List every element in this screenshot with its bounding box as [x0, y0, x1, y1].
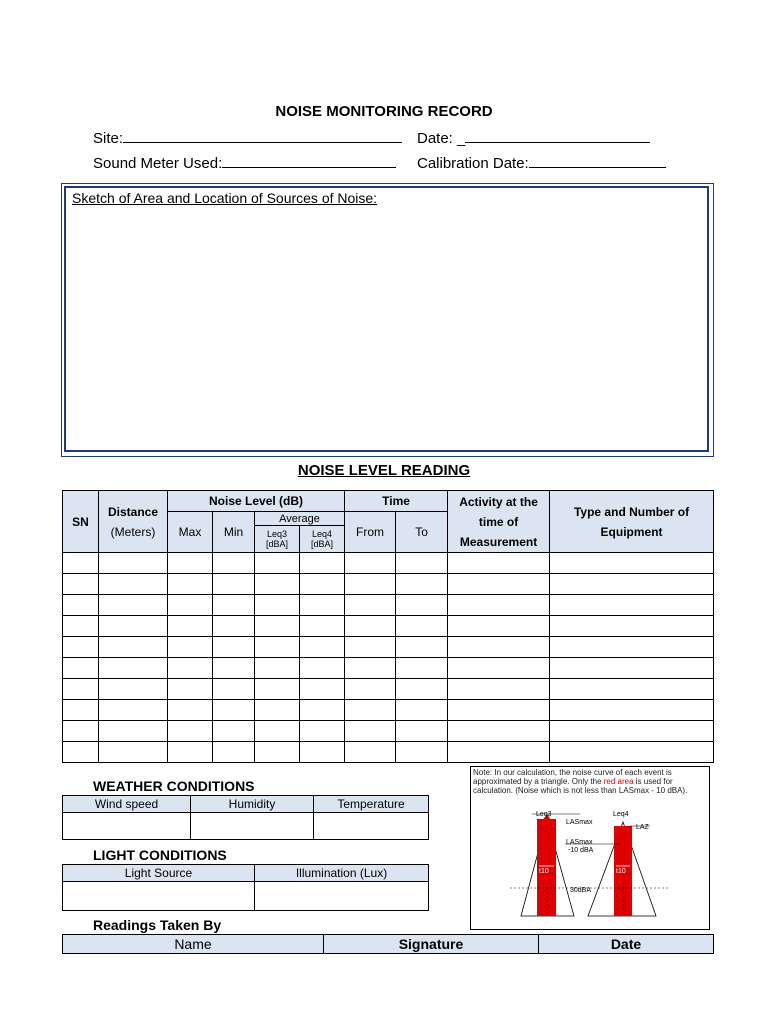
header-distance — [99, 491, 168, 553]
reading-cell[interactable] — [396, 574, 448, 595]
table-row — [63, 553, 714, 574]
reading-cell[interactable] — [168, 574, 213, 595]
header-activity: Activity at the time of Measurement — [448, 491, 550, 553]
reading-cell[interactable] — [168, 637, 213, 658]
reading-cell[interactable] — [345, 721, 396, 742]
table-row — [63, 679, 714, 700]
reading-cell[interactable] — [63, 616, 99, 637]
reading-cell[interactable] — [396, 637, 448, 658]
reading-cell[interactable] — [448, 553, 550, 574]
sound-meter-line — [222, 155, 396, 168]
reading-cell[interactable] — [213, 700, 255, 721]
reading-cell[interactable] — [396, 553, 448, 574]
calibration-date-field[interactable] — [417, 155, 666, 172]
reading-cell[interactable] — [99, 658, 168, 679]
weather-heading: WEATHER CONDITIONS — [93, 778, 255, 794]
reading-cell[interactable] — [550, 658, 714, 679]
light-heading: LIGHT CONDITIONS — [93, 847, 227, 863]
reading-cell[interactable] — [300, 595, 345, 616]
reading-cell[interactable] — [345, 616, 396, 637]
header-equipment: Type and Number of Equipment — [550, 491, 714, 553]
reading-cell[interactable] — [213, 679, 255, 700]
date-label: Date: _ — [417, 130, 466, 147]
reading-cell[interactable] — [168, 553, 213, 574]
reading-cell[interactable] — [168, 616, 213, 637]
reading-cell[interactable] — [448, 721, 550, 742]
reading-cell[interactable] — [255, 742, 300, 763]
date-field[interactable] — [417, 130, 650, 147]
reading-cell[interactable] — [213, 553, 255, 574]
reading-cell[interactable] — [213, 595, 255, 616]
reading-cell[interactable] — [345, 637, 396, 658]
table-row — [63, 721, 714, 742]
table-row — [63, 700, 714, 721]
header-min: Min — [213, 512, 255, 553]
reading-cell[interactable] — [345, 658, 396, 679]
reading-cell[interactable] — [550, 574, 714, 595]
light-source-cell[interactable] — [63, 882, 255, 911]
table-row — [63, 574, 714, 595]
table-row — [63, 742, 714, 763]
readings-heading: Readings Taken By — [93, 917, 222, 933]
reading-cell[interactable] — [550, 616, 714, 637]
reading-cell[interactable] — [448, 595, 550, 616]
reading-cell[interactable] — [63, 595, 99, 616]
reading-cell[interactable] — [550, 679, 714, 700]
reading-cell[interactable] — [300, 700, 345, 721]
reading-cell[interactable] — [168, 721, 213, 742]
reading-cell[interactable] — [255, 658, 300, 679]
reading-cell[interactable] — [300, 742, 345, 763]
reading-cell[interactable] — [255, 574, 300, 595]
reading-cell[interactable] — [63, 658, 99, 679]
header-leq3: Leq3 [dBA] — [255, 526, 300, 553]
readings-table — [62, 934, 714, 954]
reading-cell[interactable] — [99, 574, 168, 595]
reading-cell[interactable] — [213, 637, 255, 658]
reading-cell[interactable] — [448, 742, 550, 763]
label-30dba: 30dBA — [570, 887, 592, 894]
noise-triangle-diagram — [470, 766, 710, 930]
reading-cell[interactable] — [550, 595, 714, 616]
calibration-date-label: Calibration Date: — [417, 155, 529, 172]
reading-cell[interactable] — [168, 679, 213, 700]
site-line — [123, 130, 402, 143]
reading-cell[interactable] — [213, 742, 255, 763]
header-average: Average — [255, 512, 345, 526]
header-max: Max — [168, 512, 213, 553]
reading-cell[interactable] — [448, 637, 550, 658]
sketch-area[interactable] — [64, 186, 709, 452]
reading-cell[interactable] — [550, 553, 714, 574]
reading-cell[interactable] — [99, 595, 168, 616]
sketch-label: Sketch of Area and Location of Sources of Noise: — [72, 190, 378, 206]
reading-cell[interactable] — [300, 574, 345, 595]
header-meters-label: (Meters) — [110, 524, 156, 539]
reading-cell[interactable] — [255, 721, 300, 742]
weather-col-wind: Wind speed — [63, 796, 191, 813]
reading-cell[interactable] — [99, 742, 168, 763]
wind-speed-cell[interactable] — [63, 813, 191, 840]
label-t10-right: t10 — [616, 868, 626, 875]
reading-cell[interactable] — [63, 553, 99, 574]
weather-col-humidity: Humidity — [191, 796, 314, 813]
reading-cell[interactable] — [213, 721, 255, 742]
reading-cell[interactable] — [345, 574, 396, 595]
weather-table — [62, 795, 429, 840]
reading-cell[interactable] — [99, 700, 168, 721]
reading-cell[interactable] — [255, 700, 300, 721]
reading-cell[interactable] — [345, 679, 396, 700]
sound-meter-label: Sound Meter Used: — [93, 155, 223, 172]
date-line — [465, 130, 650, 143]
reading-cell[interactable] — [255, 679, 300, 700]
header-to: To — [396, 512, 448, 553]
reading-cell[interactable] — [63, 574, 99, 595]
header-noise-level: Noise Level (dB) — [168, 491, 345, 512]
weather-col-temperature: Temperature — [314, 796, 429, 813]
reading-cell[interactable] — [396, 700, 448, 721]
reading-cell[interactable] — [168, 700, 213, 721]
header-time: Time — [345, 491, 448, 512]
reading-cell[interactable] — [300, 658, 345, 679]
reading-cell[interactable] — [396, 721, 448, 742]
reading-cell[interactable] — [63, 679, 99, 700]
readings-col-signature[interactable]: Signature — [324, 935, 539, 954]
note-text: Note: In our calculation, the noise curve of each event is approximated by a triangle. Only the red area is used for calculation. (Noise which is not less than LASmax - 10 dBA). — [473, 768, 688, 795]
reading-cell[interactable] — [99, 637, 168, 658]
reading-cell[interactable] — [448, 616, 550, 637]
reading-cell[interactable] — [99, 721, 168, 742]
reading-cell[interactable] — [448, 679, 550, 700]
reading-cell[interactable] — [396, 658, 448, 679]
label-t10-left: t10 — [539, 868, 549, 875]
reading-cell[interactable] — [255, 616, 300, 637]
label-lasmax-1: LASmax — [566, 819, 593, 826]
reading-cell[interactable] — [345, 553, 396, 574]
reading-cell[interactable] — [300, 637, 345, 658]
reading-cell[interactable] — [63, 700, 99, 721]
calibration-date-line — [529, 155, 666, 168]
light-col-source: Light Source — [63, 865, 255, 882]
sound-meter-field[interactable] — [93, 155, 396, 172]
readings-col-date[interactable]: Date — [539, 935, 714, 954]
reading-cell[interactable] — [396, 616, 448, 637]
reading-cell[interactable] — [300, 616, 345, 637]
reading-cell[interactable] — [550, 700, 714, 721]
reading-cell[interactable] — [255, 637, 300, 658]
label-laz: LAZ — [636, 824, 649, 831]
site-field[interactable] — [93, 130, 402, 147]
reading-cell[interactable] — [550, 637, 714, 658]
label-lasmax-2: LASmax — [566, 839, 593, 846]
temperature-cell[interactable] — [314, 813, 429, 840]
reading-cell[interactable] — [550, 742, 714, 763]
reading-cell[interactable] — [63, 721, 99, 742]
reading-cell[interactable] — [99, 553, 168, 574]
reading-cell[interactable] — [396, 742, 448, 763]
site-label: Site: — [93, 130, 124, 147]
reading-cell[interactable] — [99, 679, 168, 700]
reading-cell[interactable] — [168, 595, 213, 616]
reading-cell[interactable] — [168, 658, 213, 679]
humidity-cell[interactable] — [191, 813, 314, 840]
light-table — [62, 864, 429, 911]
readings-col-name[interactable]: Name — [63, 935, 324, 954]
reading-cell[interactable] — [396, 595, 448, 616]
header-sn: SN — [63, 491, 99, 553]
table-row — [63, 616, 714, 637]
reading-cell[interactable] — [300, 679, 345, 700]
reading-cell[interactable] — [448, 700, 550, 721]
label-minus10: -10 dBA — [568, 847, 594, 854]
table-row — [63, 637, 714, 658]
label-leq3: Leq3 — [536, 811, 552, 818]
reading-cell[interactable] — [99, 616, 168, 637]
header-from: From — [345, 512, 396, 553]
reading-cell[interactable] — [213, 616, 255, 637]
label-leq4: Leq4 — [613, 811, 629, 818]
reading-cell[interactable] — [550, 721, 714, 742]
reading-cell[interactable] — [213, 658, 255, 679]
table-row — [63, 658, 714, 679]
table-row — [63, 595, 714, 616]
reading-cell[interactable] — [300, 553, 345, 574]
reading-cell[interactable] — [255, 595, 300, 616]
reading-cell[interactable] — [168, 742, 213, 763]
reading-cell[interactable] — [345, 700, 396, 721]
reading-cell[interactable] — [448, 658, 550, 679]
reading-cell[interactable] — [300, 721, 345, 742]
reading-cell[interactable] — [448, 574, 550, 595]
reading-cell[interactable] — [63, 637, 99, 658]
noise-level-table — [62, 490, 714, 763]
light-col-illumination: Illumination (Lux) — [255, 865, 429, 882]
reading-cell[interactable] — [345, 595, 396, 616]
reading-cell[interactable] — [345, 742, 396, 763]
reading-cell[interactable] — [63, 742, 99, 763]
reading-cell[interactable] — [396, 679, 448, 700]
page-title: NOISE MONITORING RECORD — [275, 103, 493, 120]
illumination-cell[interactable] — [255, 882, 429, 911]
header-distance-label: Distance — [107, 504, 159, 519]
noise-level-heading: NOISE LEVEL READING — [297, 462, 471, 479]
header-leq4: Leq4 [dBA] — [300, 526, 345, 553]
reading-cell[interactable] — [255, 553, 300, 574]
reading-cell[interactable] — [213, 574, 255, 595]
